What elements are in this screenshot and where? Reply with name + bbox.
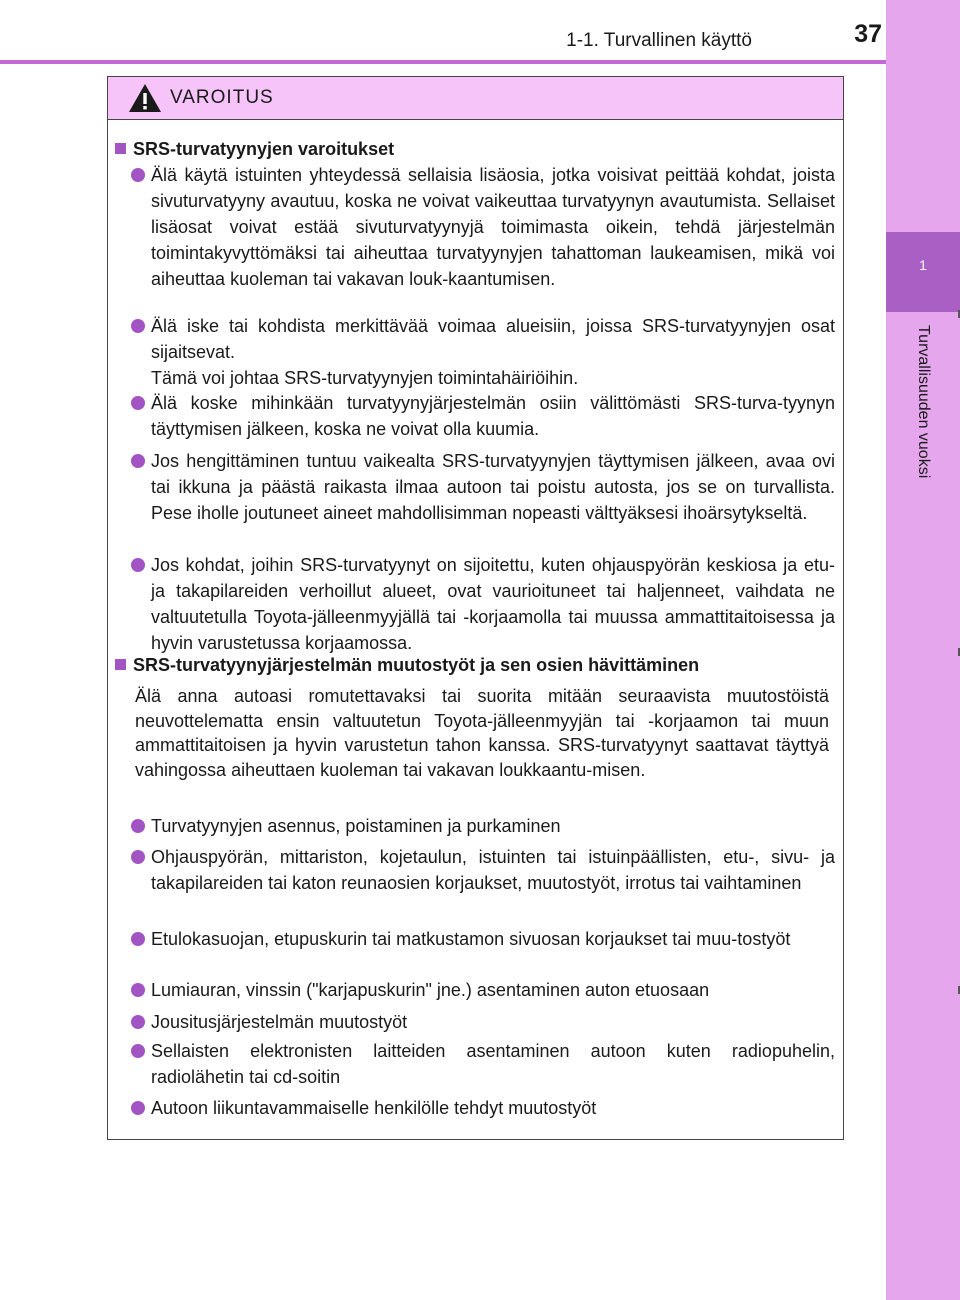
list-item: Jos hengittäminen tuntuu vaikealta SRS-turvatyynyjen täyttymisen jälkeen, avaa ovi tai ikkuna ja päästä raikasta ilmaa autoon tai poistu autosta, jos se on turvallista. Pese iholle joutuneet aineet mahdollisimman nopeasti välttyäksesi ihoärsytykseltä. — [131, 448, 835, 526]
bullet-dot-icon — [131, 932, 145, 946]
section-header: 1-1. Turvallinen käyttö — [566, 30, 752, 51]
section-intro: Älä anna autoasi romutettavaksi tai suorita mitään seuraavista muutostöistä neuvottelematta ensin valtuutetun Toyota-jälleenmyyjän tai -korjaamon tai muun ammattitaitoisen ja hyvin varustetun tahon kanssa. SRS-turvatyynyt saattavat täyttyä vahingossa aiheuttaen kuoleman tai vakavan loukkaantu-misen. — [135, 686, 829, 780]
square-bullet-icon — [115, 659, 126, 670]
list-item: Jos kohdat, joihin SRS-turvatyynyt on sijoitettu, kuten ohjauspyörän keskiosa ja etu- ja takapilareiden verhoillut alueet, ovat vaurioituneet tai haljenneet, vaihdata ne valtuutetulla Toyota-jälleenmyyjällä tai -korjaamolla tai muussa ammattitaitoisessa ja hyvin varustetussa korjaamossa. — [131, 552, 835, 656]
bullet-dot-icon — [131, 396, 145, 410]
bullet-dot-icon — [131, 1101, 145, 1115]
bullet-dot-icon — [131, 319, 145, 333]
warning-header — [108, 77, 843, 120]
chapter-number: 1 — [919, 257, 927, 273]
bullet-dot-icon — [131, 819, 145, 833]
square-bullet-icon — [115, 143, 126, 154]
bullet-dot-icon — [131, 1044, 145, 1058]
list-item: Sellaisten elektronisten laitteiden asentaminen autoon kuten radiopuhelin, radiolähetin tai cd-soitin — [131, 1038, 835, 1090]
chapter-title: Turvallisuuden vuoksi — [915, 325, 932, 479]
page-number: 37 — [854, 20, 882, 48]
section-title: SRS-turvatyynyjen varoitukset — [115, 139, 394, 160]
bullet-dot-icon — [131, 558, 145, 572]
list-item: Etulokasuojan, etupuskurin tai matkustamon sivuosan korjaukset tai muu-tostyöt — [131, 926, 835, 952]
list-item: Älä käytä istuinten yhteydessä sellaisia lisäosia, jotka voisivat peittää kohdat, joista sivuturvatyyny avautuu, koska ne voivat vaikeuttaa turvatyynyn avautumista. Sellaiset lisäosat voivat estää sivuturvatyynyjä toimimasta oikein, tehdä järjestelmän toimintakyvyttömäksi tai aiheuttaa turvatyynyjen tahattoman laukeamisen, mikä voi aiheuttaa kuoleman tai vakavan louk-kaantumisen. — [131, 162, 835, 292]
list-item: Jousitusjärjestelmän muutostyöt — [131, 1009, 835, 1035]
list-item: Ohjauspyörän, mittariston, kojetaulun, istuinten tai istuinpäällisten, etu-, sivu- ja takapilareiden tai katon reunaosien korjaukset, muutostyöt, irrotus tai vaihtaminen — [131, 844, 835, 896]
list-item: Älä iske tai kohdista merkittävää voimaa alueisiin, joissa SRS-turvatyynyjen osat sijaitsevat. Tämä voi johtaa SRS-turvatyynyjen toimintahäiriöihin. — [131, 313, 835, 391]
list-item: Turvatyynyjen asennus, poistaminen ja purkaminen — [131, 813, 835, 839]
warning-triangle-icon — [128, 83, 162, 113]
warning-box — [107, 76, 844, 1140]
section-title: SRS-turvatyynyjärjestelmän muutostyöt ja sen osien hävittäminen — [115, 655, 699, 676]
list-item: Lumiauran, vinssin ("karjapuskurin" jne.) asentaminen auton etuosaan — [131, 977, 835, 1003]
bullet-dot-icon — [131, 983, 145, 997]
header-rule — [0, 60, 886, 64]
list-item: Älä koske mihinkään turvatyynyjärjestelmän osiin välittömästi SRS-turva-tyynyn täyttymisen jälkeen, koska ne voivat olla kuumia. — [131, 390, 835, 442]
list-item: Autoon liikuntavammaiselle henkilölle tehdyt muutostyöt — [131, 1095, 835, 1121]
bullet-dot-icon — [131, 1015, 145, 1029]
chapter-side-tab — [886, 0, 960, 1300]
warning-label: VAROITUS — [170, 87, 274, 108]
bullet-dot-icon — [131, 454, 145, 468]
bullet-dot-icon — [131, 168, 145, 182]
bullet-dot-icon — [131, 850, 145, 864]
